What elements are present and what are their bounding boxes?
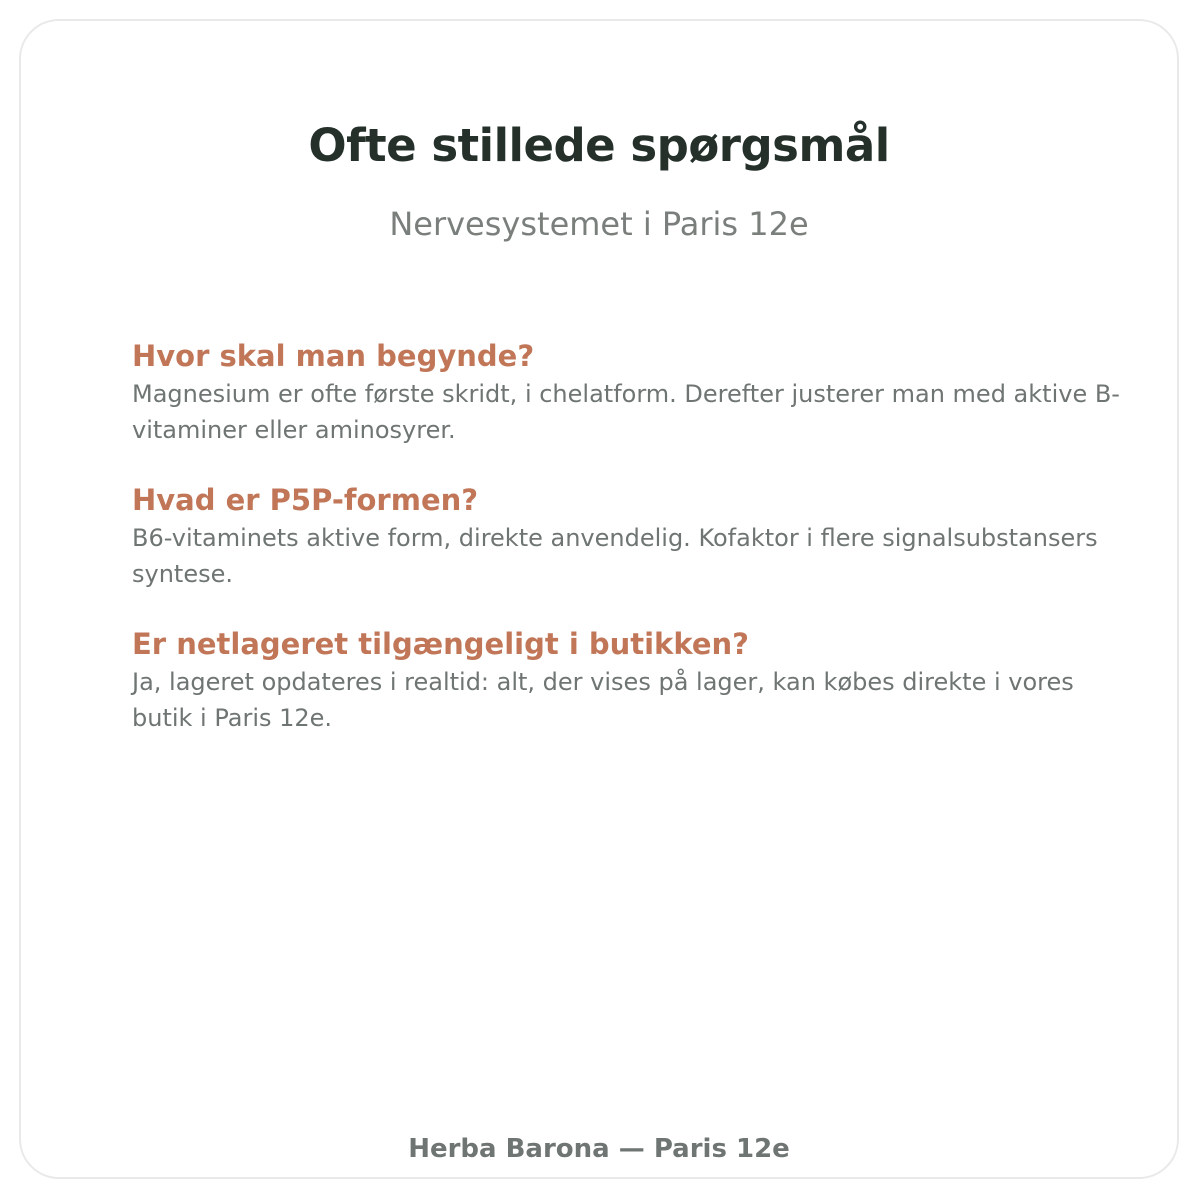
faq-question: Er netlageret tilgængeligt i butikken? — [132, 627, 749, 661]
faq-item — [132, 624, 1132, 736]
faq-answer: Ja, lageret opdateres i realtid: alt, der vises på lager, kan købes direkte i vores butik i Paris 12e. — [132, 668, 1074, 732]
faq-question: Hvor skal man begynde? — [132, 339, 535, 373]
faq-answer: Magnesium er ofte første skridt, i chelatform. Derefter justerer man med aktive B-vitaminer eller aminosyrer. — [132, 380, 1120, 444]
footer-brand: Herba Barona — Paris 12e — [408, 1133, 790, 1164]
faq-list — [132, 336, 1132, 768]
faq-item — [132, 336, 1132, 448]
faq-card — [19, 19, 1179, 1179]
page-subtitle: Nervesystemet i Paris 12e — [389, 205, 809, 243]
page-title: Ofte stillede spørgsmål — [308, 119, 890, 172]
faq-answer: B6-vitaminets aktive form, direkte anvendelig. Kofaktor i flere signalsubstansers syntese. — [132, 524, 1098, 588]
faq-question: Hvad er P5P-formen? — [132, 483, 479, 517]
faq-item — [132, 480, 1132, 592]
